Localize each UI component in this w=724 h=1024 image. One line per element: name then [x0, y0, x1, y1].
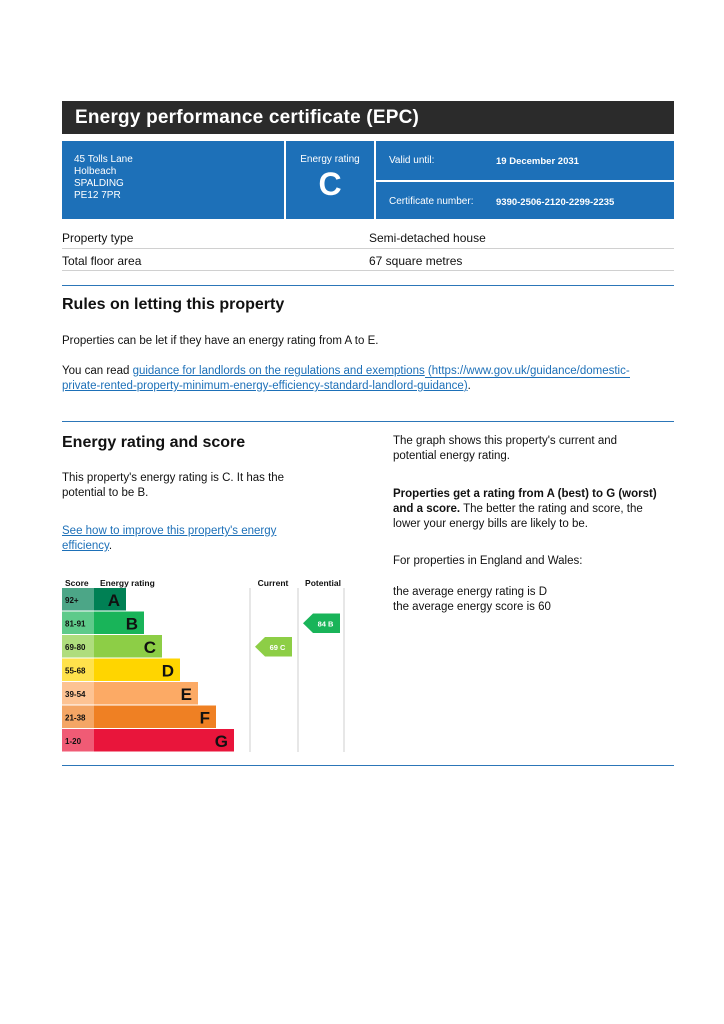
rating-explanation: [393, 487, 683, 532]
address-line: Holbeach: [74, 166, 117, 177]
region-text: For properties in England and Wales:: [393, 555, 583, 567]
certificate-number-panel: [376, 182, 674, 219]
property-type-value: Semi-detached house: [369, 231, 486, 245]
band-letter: G: [214, 731, 228, 751]
chart-header-current: Current: [257, 578, 289, 588]
certificate-number-label: Certificate number:: [389, 196, 474, 207]
address-lines: [74, 154, 133, 202]
section-divider: [62, 765, 674, 766]
band-letter: F: [199, 708, 210, 728]
energy-heading: Energy rating and score: [62, 434, 246, 451]
band-score-range: 39-54: [65, 689, 86, 699]
band-score-range: 55-68: [65, 666, 86, 676]
valid-until-label: Valid until:: [389, 155, 435, 166]
improve-link[interactable]: See how to improve this property's energy: [62, 525, 277, 537]
address-panel: [62, 141, 284, 219]
rating-explanation-line: lower your energy bills are likely to be.: [393, 518, 588, 530]
guidance-url-part2[interactable]: private-rented-property-minimum-energy-efficiency-standard-landlord-guidance): [62, 380, 468, 392]
graph-description-line: The graph shows this property's current and: [393, 435, 618, 447]
band-letter: D: [161, 661, 174, 681]
energy-rating-label: Energy rating: [300, 154, 360, 165]
divider: [62, 270, 674, 271]
energy-rating-value: C: [318, 166, 342, 202]
band-score-range: 69-80: [65, 642, 86, 652]
improve-link-block: [62, 524, 276, 554]
average-block: [393, 585, 551, 615]
page-title: Energy performance certificate (EPC): [62, 101, 674, 134]
section-divider: [62, 421, 674, 422]
guidance-url-part1[interactable]: (https://www.gov.uk/guidance/domestic-: [424, 365, 630, 377]
average-rating: the average energy rating is D: [393, 586, 548, 598]
valid-until-panel: [376, 141, 674, 180]
guidance-link[interactable]: guidance for landlords on the regulations and exemptions: [132, 365, 425, 377]
band-bar-g: [94, 729, 234, 752]
energy-rating-panel: [286, 141, 374, 219]
potential-rating-label: 84 B: [317, 619, 334, 629]
band-score-range: 92+: [65, 595, 79, 605]
band-letter: E: [180, 684, 192, 704]
valid-until-value: 19 December 2031: [496, 156, 579, 167]
rating-explanation-bold-2: and a score.: [393, 503, 461, 515]
chart-header-score: Score: [65, 578, 89, 588]
guidance-paragraph: [62, 364, 674, 394]
graph-description: [393, 434, 678, 464]
improve-link-line2[interactable]: efficiency: [62, 540, 109, 552]
average-score: the average energy score is 60: [393, 601, 551, 613]
energy-paragraph-line: This property's energy rating is C. It has the: [62, 472, 285, 484]
graph-description-line: potential energy rating.: [393, 450, 510, 462]
address-line: SPALDING: [74, 178, 124, 189]
rating-explanation-rest: The better the rating and score, the: [460, 503, 643, 515]
chart-header-rating: Energy rating: [100, 578, 155, 588]
band-letter: B: [125, 614, 138, 634]
guidance-prefix: You can read: [62, 365, 133, 377]
band-score-range: 21-38: [65, 713, 86, 723]
rules-paragraph: Properties can be let if they have an energy rating from A to E.: [62, 335, 379, 347]
address-line: PE12 7PR: [74, 190, 121, 201]
band-score-range: 81-91: [65, 619, 86, 629]
band-letter: C: [143, 637, 156, 657]
energy-paragraph: [62, 471, 284, 501]
address-line: 45 Tolls Lane: [74, 154, 133, 165]
current-rating-label: 69 C: [269, 642, 286, 652]
floor-area-value: 67 square metres: [369, 254, 463, 268]
property-type-label: Property type: [62, 231, 134, 245]
guidance-suffix: .: [467, 380, 471, 392]
chart-header-potential: Potential: [305, 578, 341, 588]
band-score-range: 1-20: [65, 736, 82, 746]
band-bar-f: [94, 706, 216, 729]
rules-heading: Rules on letting this property: [62, 296, 285, 313]
certificate-number-value: 9390-2506-2120-2299-2235: [496, 197, 615, 208]
improve-link-suffix: .: [108, 540, 113, 552]
energy-paragraph-line: potential to be B.: [62, 487, 149, 499]
section-divider: [62, 285, 674, 286]
divider: [62, 248, 674, 249]
band-letter: A: [107, 590, 120, 610]
epc-rating-chart: [62, 576, 346, 752]
floor-area-label: Total floor area: [62, 254, 142, 268]
rating-explanation-bold: Properties get a rating from A (best) to G (worst): [393, 488, 657, 500]
